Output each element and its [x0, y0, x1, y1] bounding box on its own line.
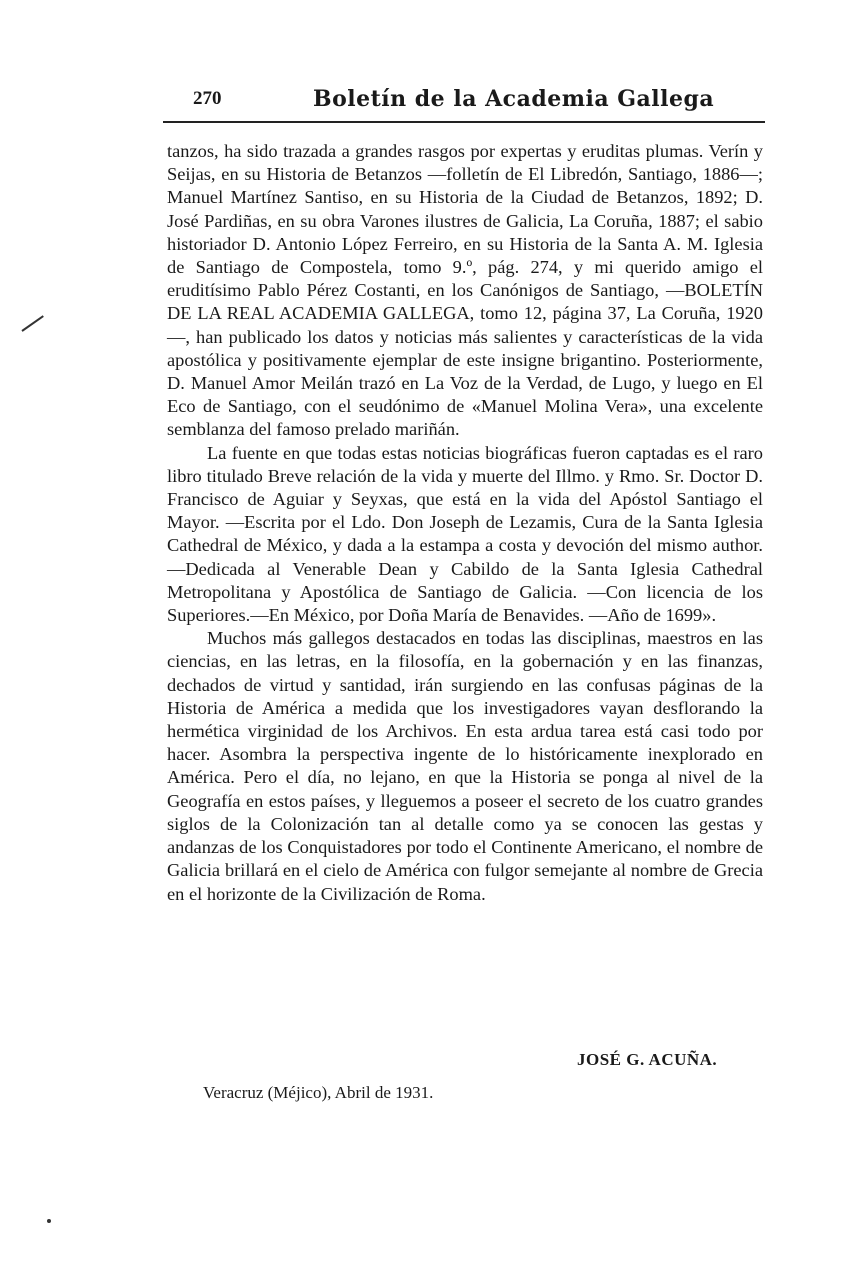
page-header: [163, 88, 763, 118]
paragraph: Muchos más gallegos destacados en todas las disciplinas, maestros en las ciencias, en las letras, en la filosofía, en la gobernación y en las finanzas, dechados de virtud y santidad, irán surgiendo en las confusas páginas de la Historia de América a medida que los investigadores vayan desflorando la hermética virginidad de los Archivos. En esta ardua tarea está casi todo por hacer. Asombra la perspectiva ingente de lo históricamente inexplorado en América. Pero el día, no lejano, en que la Historia se ponga al nivel de la Geografía en estos países, y lleguemos a poseer el secreto de los cuatro grandes siglos de la Colonización tan al detalle como ya se conocen las gestas y andanzas de los Conquistadores por todo el Continente Americano, el nombre de Galicia brillará en el cielo de América con fulgor semejante al nombre de Grecia en el horizonte de la Civilización de Roma.: [167, 628, 763, 904]
header-rule: [163, 121, 765, 123]
body-text: [167, 140, 763, 906]
author-signature: JOSÉ G. ACUÑA.: [577, 1050, 718, 1069]
page-number: 270: [193, 88, 222, 109]
margin-pencil-mark: [21, 315, 43, 332]
running-title: Boletín de la Academia Gallega: [313, 86, 715, 112]
dateline: Veracruz (Méjico), Abril de 1931.: [203, 1083, 434, 1102]
paragraph: La fuente en que todas estas noticias biográficas fueron captadas es el raro libro titulado Breve relación de la vida y muerte del Illmo. y Rmo. Sr. Doctor D. Francisco de Aguiar y Seyxas, que está en la vida del Apóstol Santiago el Mayor. —Escrita por el Ldo. Don Joseph de Lezamis, Cura de la Santa Iglesia Cathedral de México, y dada a la estampa a costa y devoción del mismo author. —Dedicada al Venerable Dean y Cabildo de la Santa Iglesia Cathedral Metropolitana y Apostólica de Santiago de Galicia. —Con licencia de los Superiores.—En México, por Doña María de Benavides. —Año de 1699».: [167, 442, 763, 626]
margin-dot: [47, 1219, 51, 1223]
paragraph: tanzos, ha sido trazada a grandes rasgos por expertas y eruditas plumas. Verín y Seijas, en su Historia de Betanzos —folletín de El Libredón, Santiago, 1886—; Manuel Martínez Santiso, en su Historia de la Ciudad de Betanzos, 1892; D. José Pardiñas, en su obra Varones ilustres de Galicia, La Coruña, 1887; el sabio historiador D. Antonio López Ferreiro, en su Historia de la Santa A. M. Iglesia de Santiago de Compostela, tomo 9.º, pág. 274, y mi querido amigo el eruditísimo Pablo Pérez Costanti, en los Canónigos de Santiago, —BOLETÍN DE LA REAL ACADEMIA GALLEGA, tomo 12, página 37, La Coruña, 1920—, han publicado los datos y noticias más salientes y características de la vida apostólica y positivamente ejemplar de este insigne brigantino. Posteriormente, D. Manuel Amor Meilán trazó en La Voz de la Verdad, de Lugo, y luego en El Eco de Santiago, con el seudónimo de «Manuel Molina Vera», una excelente semblanza del famoso prelado mariñán.: [167, 141, 763, 440]
